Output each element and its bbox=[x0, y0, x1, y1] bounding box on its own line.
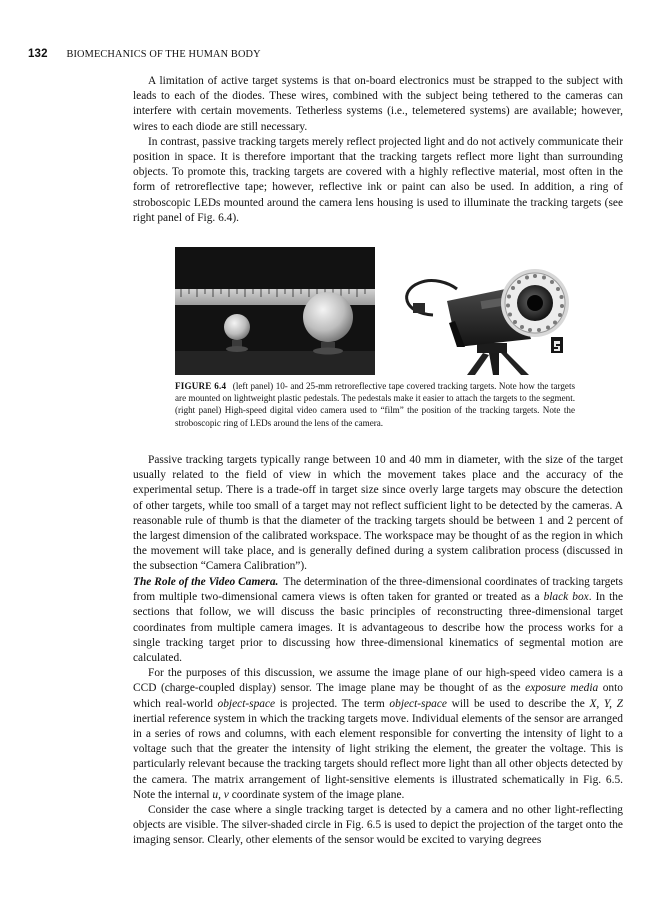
tripod bbox=[467, 343, 529, 375]
figure-caption bbox=[175, 380, 575, 429]
paragraph-ccd-sensor: For the purposes of this discussion, we assume the image plane of our high-speed video camera is a CCD (charge-coupled display) sensor. The image plane may be thought of as the exposure media onto which real-world object-space is projected. The term object-space will be used to describe the X, Y, Z inertial reference system in which the tracking targets move. Individual elements of the sensor are arranged in a series of rows and columns, with each element responsible for converting the intensity of light to a voltage such that the greater the intensity of light striking the element, the greater the voltage. This is particularly relevant because the tracking targets should reflect more light than all other objects detected by the camera. The matrix arrangement of light-sensitive elements is illustrated schematically in Fig. 6.5. Note the internal u, v coordinate system of the image plane. bbox=[133, 667, 623, 801]
figure-6-4 bbox=[175, 243, 573, 375]
running-head bbox=[28, 48, 261, 60]
intro-text-block bbox=[133, 74, 623, 226]
tracking-targets-illustration bbox=[175, 247, 375, 375]
video-camera-section bbox=[133, 575, 623, 849]
figure-label: FIGURE 6.4 bbox=[175, 381, 227, 391]
running-head-title: BIOMECHANICS OF THE HUMAN BODY bbox=[66, 49, 261, 60]
paragraph-single-target: Consider the case where a single tracking target is detected by a camera and no other light-reflecting objects are visible. The silver-shaded circle in Fig. 6.5 is used to depict the projection of the target onto the imaging sensor. Clearly, other elements of the sensor would be excited to varying degrees bbox=[133, 804, 623, 847]
high-speed-camera-illustration bbox=[385, 243, 573, 375]
paragraph-target-size: Passive tracking targets typically range between 10 and 40 mm in diameter, with the size of the target usually related to the field of view in which the movement takes place and the accuracy of the experimental setup. There is a trade-off in target size since overly large targets may obscure the detection of other targets, while too small of a target may not reflect sufficient light to be detected by the cameras. A reasonable rule of thumb is that the diameter of the tracking targets should be between 1 and 2 percent of the largest dimension of the calibrated workspace. The workspace may be thought of as the region in which the movement will take place, and is generally defined during a system calibration process (discussed in the subsection “Camera Calibration”). bbox=[133, 454, 623, 573]
page-number: 132 bbox=[28, 48, 48, 60]
figure-left-panel-photo bbox=[175, 247, 375, 375]
led-ring bbox=[501, 269, 569, 337]
section-heading: The Role of the Video Camera. bbox=[133, 576, 279, 588]
figure-caption-text: (left panel) 10- and 25-mm retroreflective tape covered tracking targets. Note how the targets are mounted on lightweight plastic pedestals. The pedestals make it easier to attach the targets to the segment. (right panel) High-speed digital video camera used to “film” the position of the tracking targets. Note the stroboscopic ring of LEDs around the lens of the camera. bbox=[175, 381, 576, 428]
figure-right-panel-photo bbox=[385, 243, 573, 375]
paragraph-video-camera-intro: The Role of the Video Camera. The determination of the three-dimensional coordinates of tracking targets from multiple two-dimensional camera views is often taken for granted or treated as a black box. In the sections that follow, we will discuss the basic principles of reconstructing three-dimensional target coordinates from multiple camera images. It is advantageous to describe how the process works for a single tracking target prior to discussing how three-dimensional kinematics of segmental motion are calculated. bbox=[133, 576, 623, 665]
paragraph-passive-targets: In contrast, passive tracking targets merely reflect projected light and do not actively communicate their position in space. It is therefore important that the tracking targets reflect more light than surrounding objects. To promote this, tracking targets are covered with a highly reflective material, most often in the form of retroreflective tape; however, reflective ink or paint can also be used. In addition, a ring of stroboscopic LEDs mounted around the camera lens housing is used to illuminate the tracking targets (see right panel of Fig. 6.4). bbox=[133, 135, 623, 224]
paragraph-active-targets: A limitation of active target systems is that on-board electronics must be strapped to the subject with leads to each of the diodes. These wires, combined with the subject being tethered to the cameras can interfere with certain movements. Tetherless systems (i.e., telemetered systems) are available; however, wires to each diode are still necessary. bbox=[133, 75, 623, 133]
target-size-text-block bbox=[133, 453, 623, 575]
